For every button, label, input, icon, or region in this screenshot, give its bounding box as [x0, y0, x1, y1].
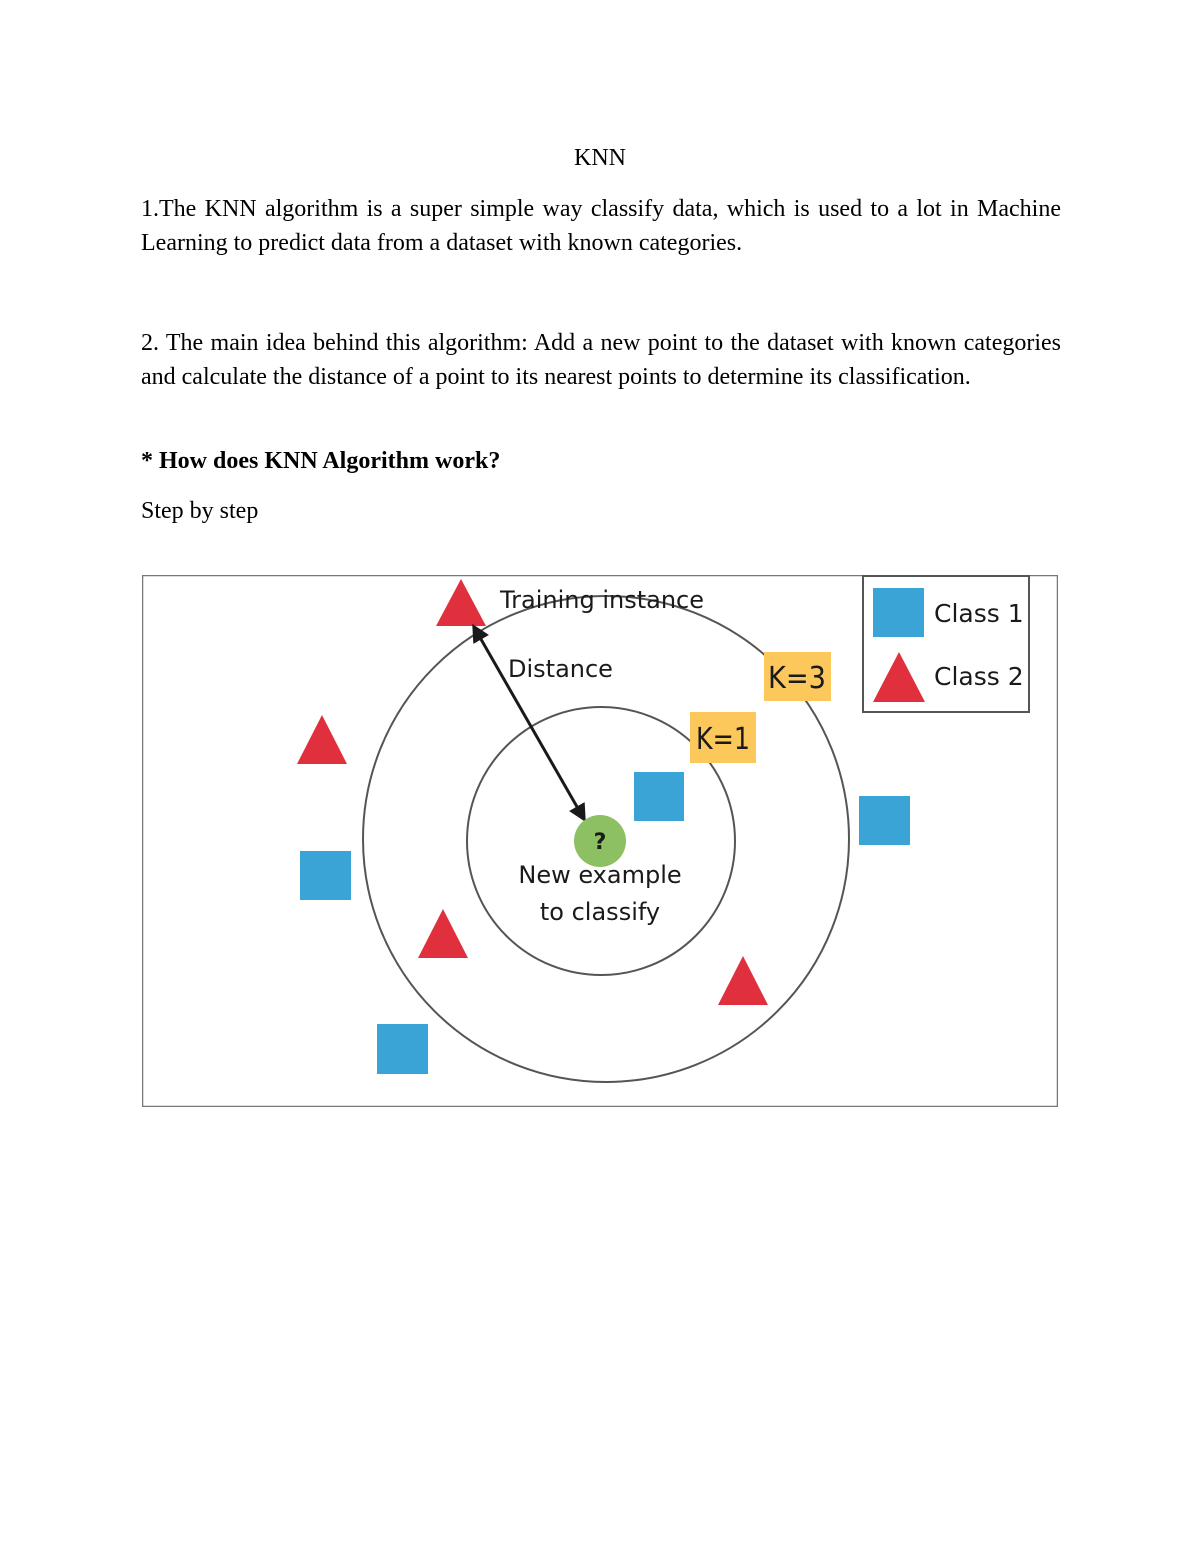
- square-icon: [873, 588, 924, 637]
- class1-square: [300, 851, 351, 900]
- step-by-step-label: Step by step: [141, 498, 259, 524]
- legend-class2-label: Class 2: [934, 662, 1024, 691]
- paragraph-main-idea: 2. The main idea behind this algorithm: Add a new point to the dataset with known categories and calculate the distance of a point to its nearest points to determine its classification.: [141, 330, 1061, 390]
- class1-square: [634, 772, 684, 821]
- paragraph-intro: 1.The KNN algorithm is a super simple way classify data, which is used to a lot in Machine Learning to predict data from a dataset with known categories.: [141, 196, 1061, 256]
- legend: [863, 576, 1029, 712]
- k3-label: K=3: [768, 661, 826, 696]
- k1-label: K=1: [696, 722, 750, 757]
- to-classify-label: to classify: [539, 898, 661, 926]
- new-example-label: New example: [518, 861, 682, 889]
- distance-label: Distance: [508, 655, 613, 683]
- page-title: KNN: [574, 145, 626, 171]
- knn-diagram: [142, 575, 1058, 1107]
- legend-class1-label: Class 1: [934, 599, 1024, 628]
- section-heading: * How does KNN Algorithm work?: [141, 448, 501, 474]
- query-point-symbol: ?: [593, 830, 607, 855]
- class1-square: [859, 796, 910, 845]
- class1-square: [377, 1024, 428, 1074]
- training-instance-label: Training instance: [500, 586, 704, 614]
